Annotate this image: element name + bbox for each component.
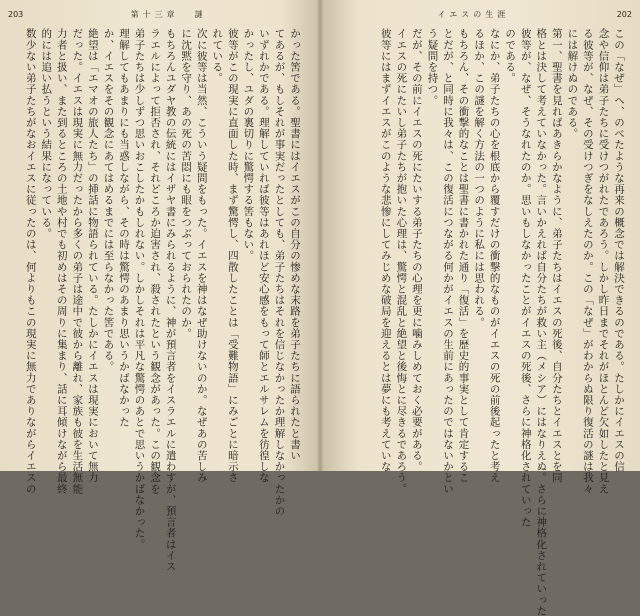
text-line: 格とは決して考えていなかった。言いかえれば自分たちが救い主（メシア）にはなりえぬ。さらに神格化されていった <box>535 28 548 616</box>
text-line: るほか、この謎を解く方法の一つのように私には思われる。 <box>473 28 486 328</box>
left-chapter-title: 謎 <box>194 10 203 19</box>
text-line: だが、その前にイエスの死にたいする弟子たちの心理を更に噛みしめておく必要がある。 <box>410 28 423 472</box>
right-page-number: 202 <box>616 10 632 19</box>
text-line: もちろんユダヤ教の伝統にはイザヤ書にみられるように、神が預言者をイスラエルに遣わすが、預言者はイス <box>164 28 177 572</box>
right-page-header <box>330 8 632 22</box>
right-page <box>322 0 640 616</box>
text-line: 絶望は「エマオの旅人たち」の挿話に物語られている。たしかにイエスは現実において無力 <box>86 28 99 484</box>
left-page-header <box>8 8 310 22</box>
text-line: 弟子たちは少しずつ思いおこしたかもしれない。しかしそれは平凡な驚愕のあとで思いうかばなかった。 <box>133 28 146 550</box>
text-line: かったし、ユダの裏切りに驚愕する筈もない。 <box>242 28 255 262</box>
right-page-body <box>326 28 626 616</box>
text-line: イエスの死にたいし弟子たちが抱いた心理は、驚愕と混乱と絶望と後悔とに尽きるであろう。 <box>395 28 408 495</box>
text-line: 彼等にはまずイエスがこのような悲惨にしてみじめな破局を迎えるとは夢にも考えていな <box>379 28 392 472</box>
text-line: もちろん、その衝撃的なことは聖書に書かれた通り「復活」を歴史的事実として肯定するこ <box>457 28 470 484</box>
text-line: 的には追い払うという結果になっている。 <box>40 28 53 239</box>
text-line: う疑問を持つ。 <box>426 28 439 106</box>
text-line: る彼等が、なぜ、その受けつぎをなしえたのか。この「なぜ」がわからぬ限り復活の謎は我々 <box>581 28 594 495</box>
text-line: れている。 <box>211 28 224 84</box>
text-line: いずれかである。理解していれば彼等はあれほど安心感をもって師とエルサレムを彷徨しな <box>257 28 270 484</box>
text-line: 理解してもあまりにも当惑しながら、その時は驚愕のあまり思いうかばなかった <box>117 28 130 428</box>
text-line: のである。 <box>504 28 517 84</box>
text-line: この「なぜ」へ、のべたような再来の概念では解決できるのである。たしかにイエスの信 <box>613 28 625 472</box>
text-line: に沈黙を守り、あの死の苦悶にも眼をつぶっておられたのか。 <box>180 28 193 339</box>
right-running-title: イエスの生涯 <box>437 10 510 19</box>
text-line: 彼等が、なぜ、そうなれたのか。思いもしなかったことがイエスの死後、さらに神格化されていった <box>519 28 532 528</box>
text-line: 力者と扱い、また到るところの土地や村でも初めはその周りに集まり、話に耳傾けながら最終 <box>55 28 68 495</box>
text-line: 念や信仰は弟子たちに受けつがれたであろう。しかし昨日までそれがほとんど欠如したと見え <box>597 28 610 495</box>
text-line: 第一、聖書を見ればあきらかなように、弟子たちはイエスの死後、自分たちとイエスとを同 <box>550 28 563 484</box>
text-line: ラエルによって拒否され、それどころか迫害され、殺されたという観念があった。この観念を <box>149 28 162 495</box>
left-page-number: 203 <box>8 10 24 19</box>
text-line: 彼等がこの現実に直面した時、まず驚愕し、四散したことは「受難物語」にみごとに暗示さ <box>226 28 239 484</box>
text-line: 次に彼等は当然、こういう疑問をもった。イエスを神はなぜ助けないのか。なぜあの苦しみ <box>195 28 208 484</box>
left-page-body <box>12 28 302 572</box>
text-line: には解けぬのである。 <box>566 28 579 139</box>
text-line: てあるが、もしそれが事実だったとしても、弟子たちはそれを信じなかったか理解しなかったかの <box>273 28 286 517</box>
text-line: だった。イエスは現実に無力だったから多くの弟子は途中で彼から離れ、家族も彼を生活無能 <box>71 28 84 495</box>
left-chapter-label: 第十三章 <box>130 10 179 19</box>
text-line: なにか、弟子たちの心を根底から覆すだけの衝撃的なものがイエスの死の前後起ったと考え <box>488 28 501 484</box>
left-page <box>0 0 318 572</box>
text-line: 数少ない弟子たちがなおイエスに従ったのは、何よりもこの現実に無力でありながらイエスの <box>24 28 37 495</box>
text-line: かった筈である。聖書にはイエスがこの自分の惨めな末路を弟子たちに語られたと書い <box>289 28 301 461</box>
text-line: か、イエスをその観念にあてはめるまでには至らなかった筈である。 <box>102 28 115 373</box>
text-line: とだが、と同時に我々は、この復活につながる何かがイエスの生前にあったのではないかとい <box>441 28 454 495</box>
